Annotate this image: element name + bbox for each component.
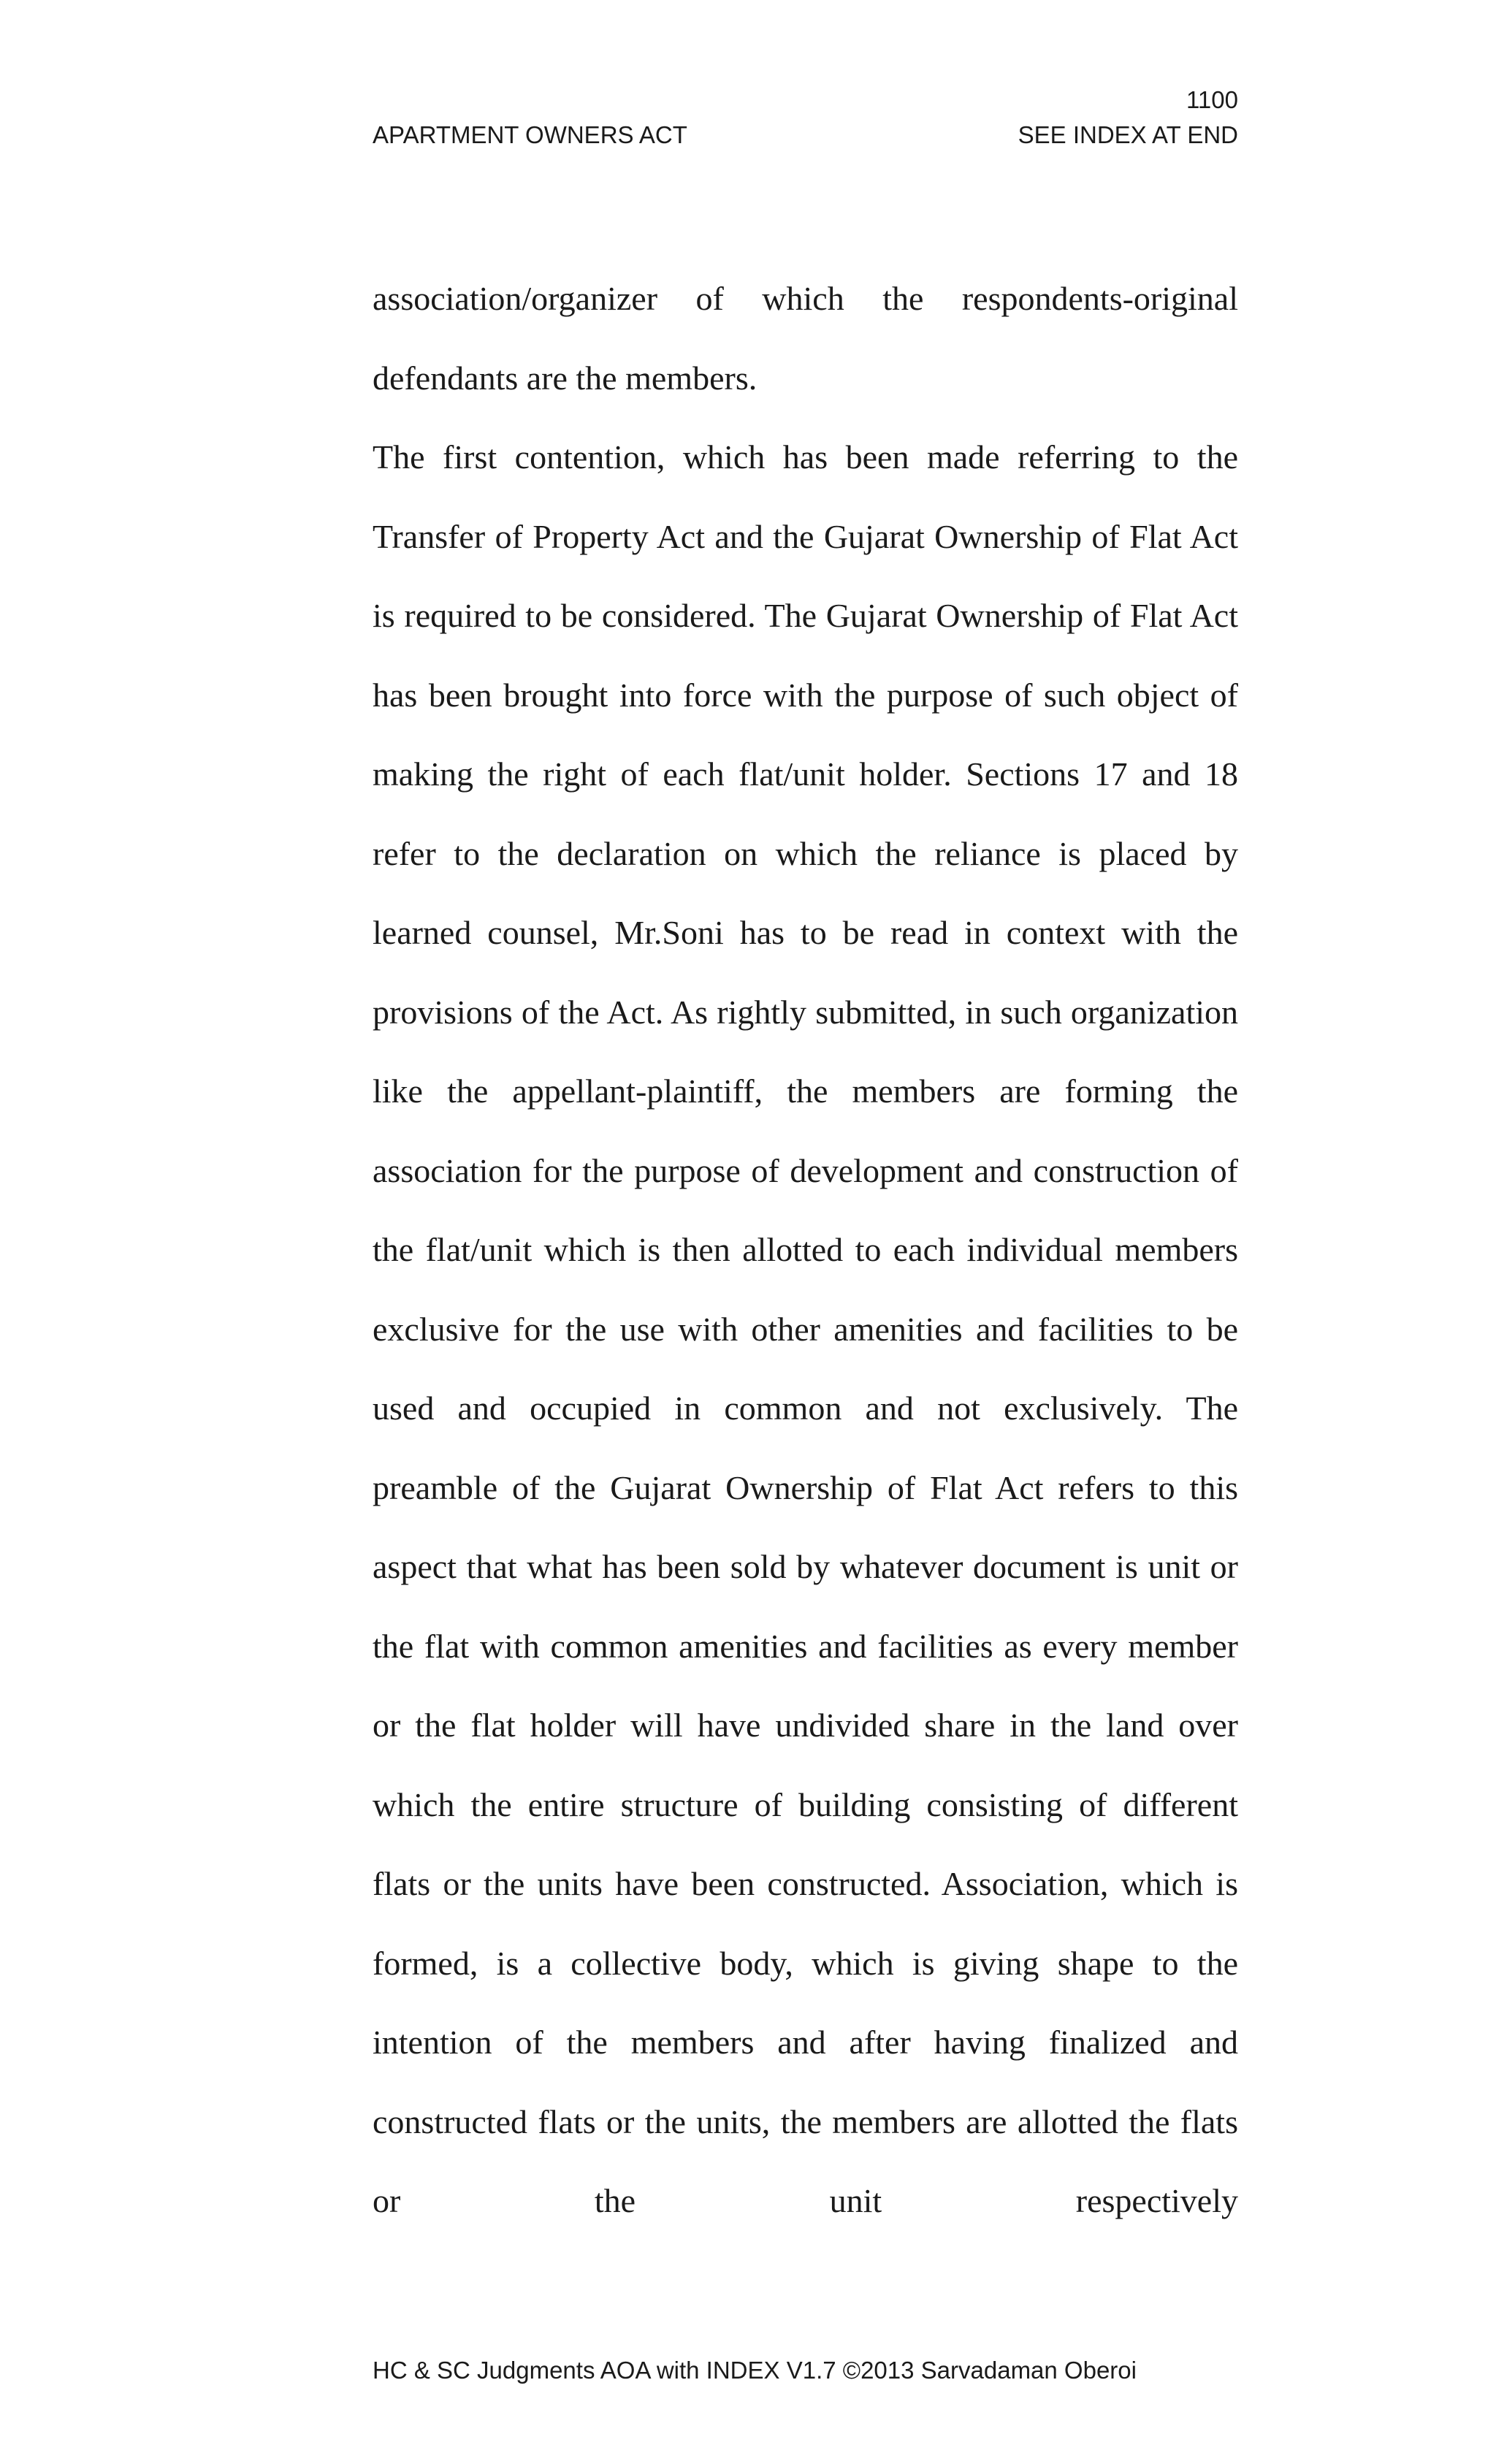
document-body xyxy=(373,259,1238,2241)
body-paragraph: The first contention, which has been made referring to the Transfer of Property Act and the Gujarat Ownership of Flat Act is required to be considered. The Gujarat Ownership of Flat Act has been brought into force with the purpose of such object of making the right of each flat/unit holder. Sections 17 and 18 refer to the declaration on which the reliance is placed by learned counsel, Mr.Soni has to be read in context with the provisions of the Act. As rightly submitted, in such organization like the appellant-plaintiff, the members are forming the association for the purpose of development and construction of the flat/unit which is then allotted to each individual members exclusive for the use with other amenities and facilities to be used and occupied in common and not exclusively. The preamble of the Gujarat Ownership of Flat Act refers to this aspect that what has been sold by whatever document is unit or the flat with common amenities and facilities as every member or the flat holder will have undivided share in the land over which the entire structure of building consisting of different flats or the units have been constructed. Association, which is formed, is a collective body, which is giving shape to the intention of the members and after having finalized and constructed flats or the units, the members are allotted the flats or the unit respectively xyxy=(373,438,1238,2219)
body-paragraph: association/organizer of which the respondents-original defendants are the members. xyxy=(373,280,1238,397)
header-index-note: SEE INDEX AT END xyxy=(1018,121,1238,148)
page-footer: HC & SC Judgments AOA with INDEX V1.7 ©2013 Sarvadaman Oberoi xyxy=(373,2357,1137,2384)
page-header xyxy=(373,123,1238,147)
page-number: 1100 xyxy=(1186,86,1238,113)
header-title: APARTMENT OWNERS ACT xyxy=(373,121,687,148)
